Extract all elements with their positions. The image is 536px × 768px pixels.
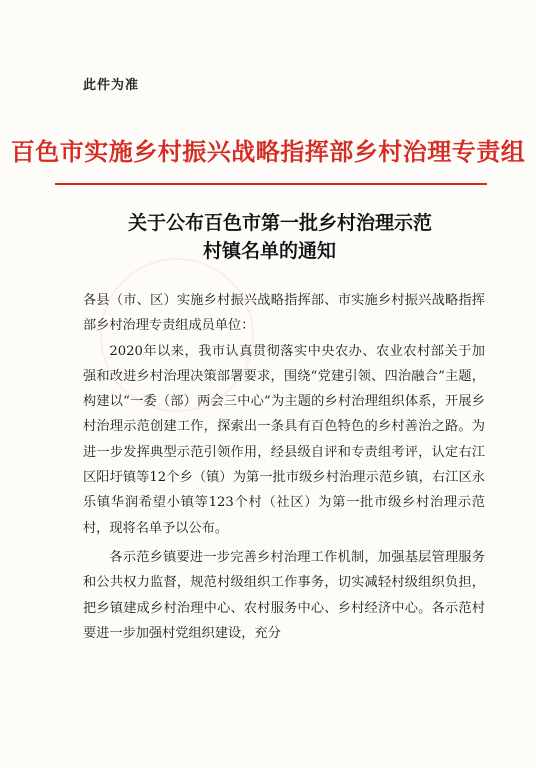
document-body: [83, 288, 485, 646]
issuer-red-header: 百色市实施乡村振兴战略指挥部乡村治理专责组: [10, 137, 526, 166]
title-line-1: 关于公布百色市第一批乡村治理示范: [128, 212, 433, 234]
salutation: 各县（市、区）实施乡村振兴战略指挥部、市实施乡村振兴战略指挥部乡村治理专责组成员单位：: [83, 293, 485, 334]
red-divider-line: [55, 183, 487, 185]
document-note: 此件为准: [83, 78, 140, 93]
document-title: [128, 209, 458, 265]
body-paragraph-2: 各示范乡镇要进一步完善乡村治理工作机制，加强基层管理服务和公共权力监督，规范村级组织工作事务，切实减轻村级组织负担，把乡镇建成乡村治理中心、农村服务中心、乡村经济中心。各示范村要进一步加强村党组织建设，充分: [83, 549, 485, 641]
body-paragraph-1: 2020年以来，我市认真贯彻落实中央农办、农业农村部关于加强和改进乡村治理决策部署要求，围绕“党建引领、四治融合”主题，构建以“一委（部）两会三中心”为主题的乡村治理组织体系，开展乡村治理示范创建工作，探索出一条具有百色特色的乡村善治之路。为进一步发挥典型示范引领作用，经县级自评和专责组考评，认定右江区阳圩镇等12个乡（镇）为第一批市级乡村治理示范乡镇，右江区永乐镇华润希望小镇等123个村（社区）为第一批市级乡村治理示范村，现将名单予以公布。: [83, 343, 485, 536]
title-line-2: 村镇名单的通知: [203, 240, 337, 262]
